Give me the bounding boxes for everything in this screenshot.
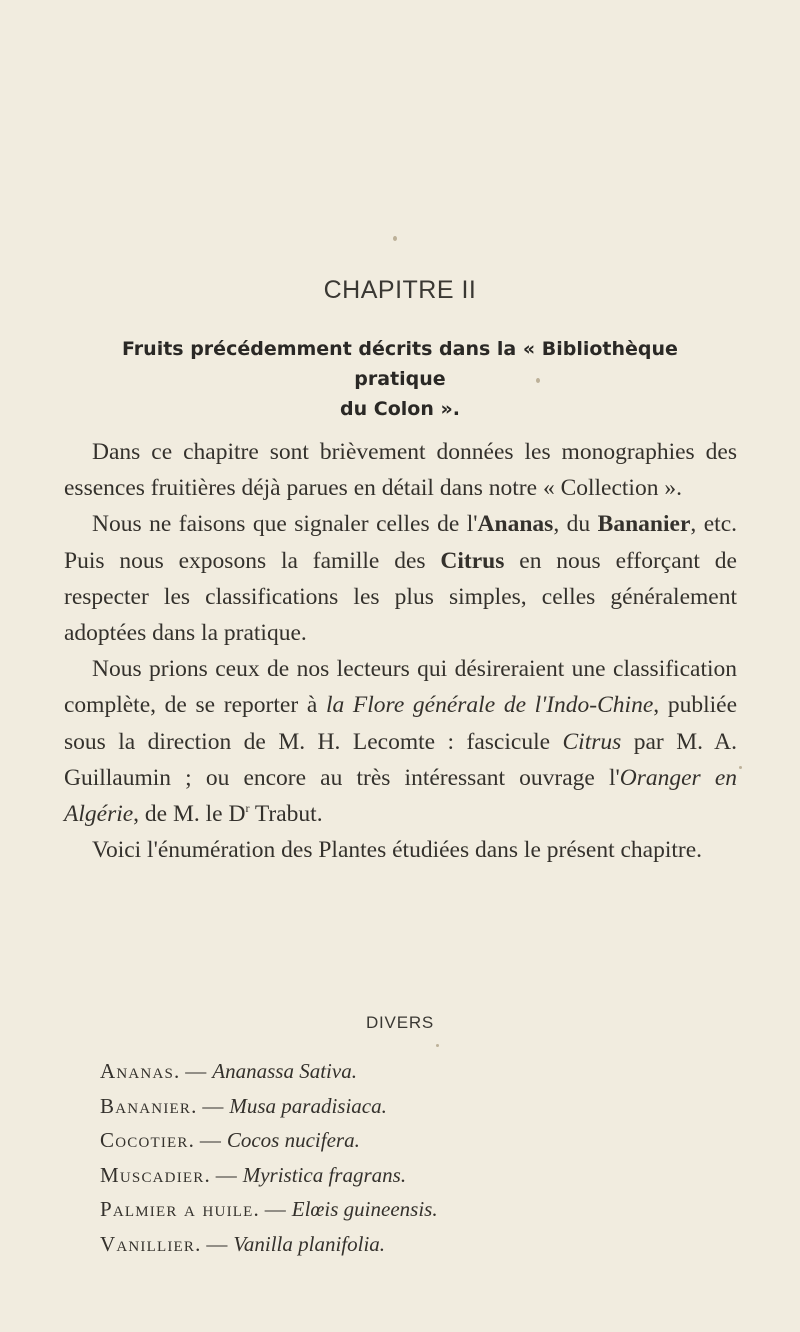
paragraph: Voici l'énumération des Plantes étudiées dans le présent chapitre. — [92, 837, 703, 864]
separator: — — [206, 1231, 228, 1256]
separator: — — [215, 1162, 237, 1187]
emphasis-term: Ananas — [477, 511, 554, 538]
text-run: , etc. Puis nous exposons la famille des — [64, 511, 738, 574]
chapter-title: CHAPITRE II — [323, 276, 477, 304]
plant-list — [100, 1054, 740, 1261]
text-run: , publiée sous la direction de M. H. Lecomte : fascicule — [64, 692, 738, 755]
plant-latin-name: Cocos nucifera. — [226, 1128, 360, 1152]
text-run: Nous ne faisons que signaler celles de l' — [92, 511, 478, 538]
paper-speck — [393, 236, 397, 241]
paragraph: Dans ce chapitre sont brièvement données les monographies des essences fruitières déjà parues en détail dans notre « Collection ». — [64, 439, 737, 502]
text-run: en nous efforçant de respecter les classifications les plus simples, celles généralement adoptées dans la pratique. — [64, 547, 737, 647]
section-heading — [100, 334, 700, 424]
divers-heading: DIVERS — [365, 1013, 435, 1032]
plant-latin-name: Myristica fragrans. — [242, 1162, 407, 1187]
plant-common-name: Vanillier — [100, 1231, 196, 1256]
plant-latin-name: Elœis guineensis. — [291, 1197, 438, 1221]
book-title: Oranger en Algérie — [64, 764, 737, 828]
text-run: l' — [608, 764, 620, 791]
plant-latin-name: Musa paradisiaca. — [229, 1093, 387, 1118]
paper-speck — [739, 766, 742, 769]
separator: — — [202, 1093, 224, 1118]
list-item: Vanillier. — Vanilla planifolia. — [100, 1231, 386, 1256]
text-run: par M. A. Guillaumin ; ou encore au très intéressant ouvrage — [64, 728, 738, 791]
separator: — — [264, 1197, 286, 1221]
plant-common-name: Muscadier — [100, 1162, 205, 1187]
separator: — — [199, 1128, 221, 1152]
list-item: Palmier a huile. — Elœis guineensis. — [100, 1197, 438, 1221]
section-heading-line: Fruits précédemment décrits dans la « Bibliothèque pratique — [122, 338, 678, 390]
paper-speck — [436, 1044, 439, 1047]
book-title: la Flore générale de l'Indo-Chine — [325, 692, 654, 719]
plant-common-name: Bananier — [100, 1093, 192, 1118]
plant-common-name: Cocotier — [100, 1128, 189, 1152]
plant-latin-name: Vanilla planifolia. — [233, 1231, 386, 1256]
body-text — [64, 434, 737, 868]
separator: — — [185, 1059, 207, 1083]
text-run: Trabut. — [249, 801, 323, 828]
emphasis-term: Bananier — [597, 511, 691, 538]
section-heading-line: du Colon ». — [340, 398, 460, 420]
list-item: Cocotier. — Cocos nucifera. — [100, 1128, 360, 1152]
text-run: , de M. le D — [133, 801, 246, 828]
emphasis-term: Citrus — [440, 547, 505, 574]
text-run: , du — [553, 511, 598, 538]
plant-latin-name: Ananassa Sativa. — [212, 1059, 357, 1083]
paragraph — [64, 506, 737, 651]
paragraph — [64, 651, 737, 832]
list-item: Ananas. — Ananassa Sativa. — [100, 1059, 357, 1083]
list-item: Muscadier. — Myristica fragrans. — [100, 1162, 407, 1187]
superscript: r — [245, 801, 250, 816]
text-run: Nous prions ceux de nos lecteurs qui désireraient une classification complète, de se reporter à — [64, 656, 737, 719]
plant-common-name: Ananas — [100, 1059, 175, 1083]
list-item: Bananier. — Musa paradisiaca. — [100, 1093, 387, 1118]
plant-common-name: Palmier a huile — [100, 1197, 254, 1221]
book-title: Citrus — [562, 728, 622, 755]
